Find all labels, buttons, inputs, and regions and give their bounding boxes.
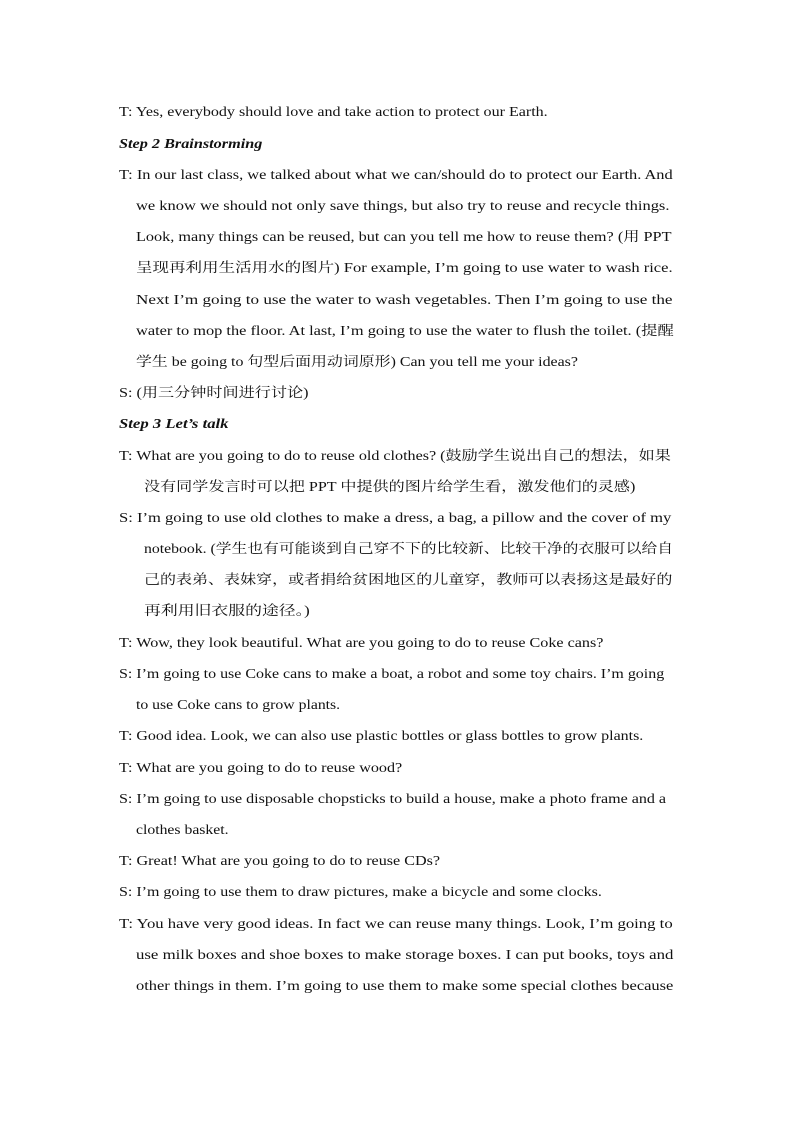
text-line: clothes basket.: [136, 822, 229, 837]
text-line: T: What are you going to do to reuse old clothes? (鼓励学生说出自己的想法，如果: [119, 448, 671, 463]
text-line: notebook. (学生也有可能谈到自己穿不下的比较新、比较干净的衣服可以给自: [144, 541, 673, 556]
text-line: S: I’m going to use old clothes to make a dress, a bag, a pillow and the cover of my: [119, 510, 672, 525]
text-line: 没有同学发言时可以把 PPT 中提供的图片给学生看，激发他们的灵感): [144, 479, 636, 494]
text-line: S: I’m going to use them to draw pictures, make a bicycle and some clocks.: [119, 884, 602, 899]
text-line: we know we should not only save things, but also try to reuse and recycle things.: [136, 198, 670, 213]
section-heading-step-3: Step 3 Let’s talk: [119, 416, 229, 431]
text-line: water to mop the floor. At last, I’m going to use the water to flush the toilet. (提醒: [136, 323, 674, 338]
text-line: T: You have very good ideas. In fact we can reuse many things. Look, I’m going to: [119, 916, 673, 931]
text-line: Look, many things can be reused, but can you tell me how to reuse them? (用 PPT: [136, 229, 672, 244]
text-line: to use Coke cans to grow plants.: [136, 697, 341, 712]
text-line: T: Wow, they look beautiful. What are you going to do to reuse Coke cans?: [119, 635, 604, 650]
section-heading-step-2: Step 2 Brainstorming: [119, 136, 263, 151]
text-line: T: What are you going to do to reuse wood?: [119, 760, 403, 775]
text-line: Next I’m going to use the water to wash vegetables. Then I’m going to use the: [136, 292, 673, 307]
text-line: 呈现再利用生活用水的图片) For example, I’m going to use water to wash rice.: [136, 260, 673, 275]
text-line: 学生 be going to 句型后面用动词原形) Can you tell me your ideas?: [136, 354, 578, 369]
text-line: T: Great! What are you going to do to reuse CDs?: [119, 853, 441, 868]
text-line: S: I’m going to use Coke cans to make a boat, a robot and some toy chairs. I’m going: [119, 666, 665, 681]
text-line: S: I’m going to use disposable chopsticks to build a house, make a photo frame and a: [119, 791, 667, 806]
text-line: T: In our last class, we talked about what we can/should do to protect our Earth. And: [119, 167, 673, 182]
text-line: 己的表弟、表妹穿，或者捐给贫困地区的儿童穿，教师可以表扬这是最好的: [144, 572, 673, 587]
text-line: use milk boxes and shoe boxes to make storage boxes. I can put books, toys and: [136, 947, 674, 962]
text-line: other things in them. I’m going to use them to make some special clothes because: [136, 978, 674, 993]
text-line: T: Yes, everybody should love and take action to protect our Earth.: [119, 104, 548, 119]
text-line: S: (用三分钟时间进行讨论): [119, 385, 309, 400]
text-line: T: Good idea. Look, we can also use plastic bottles or glass bottles to grow plants.: [119, 728, 644, 743]
text-line: 再利用旧衣服的途径。): [144, 603, 310, 618]
